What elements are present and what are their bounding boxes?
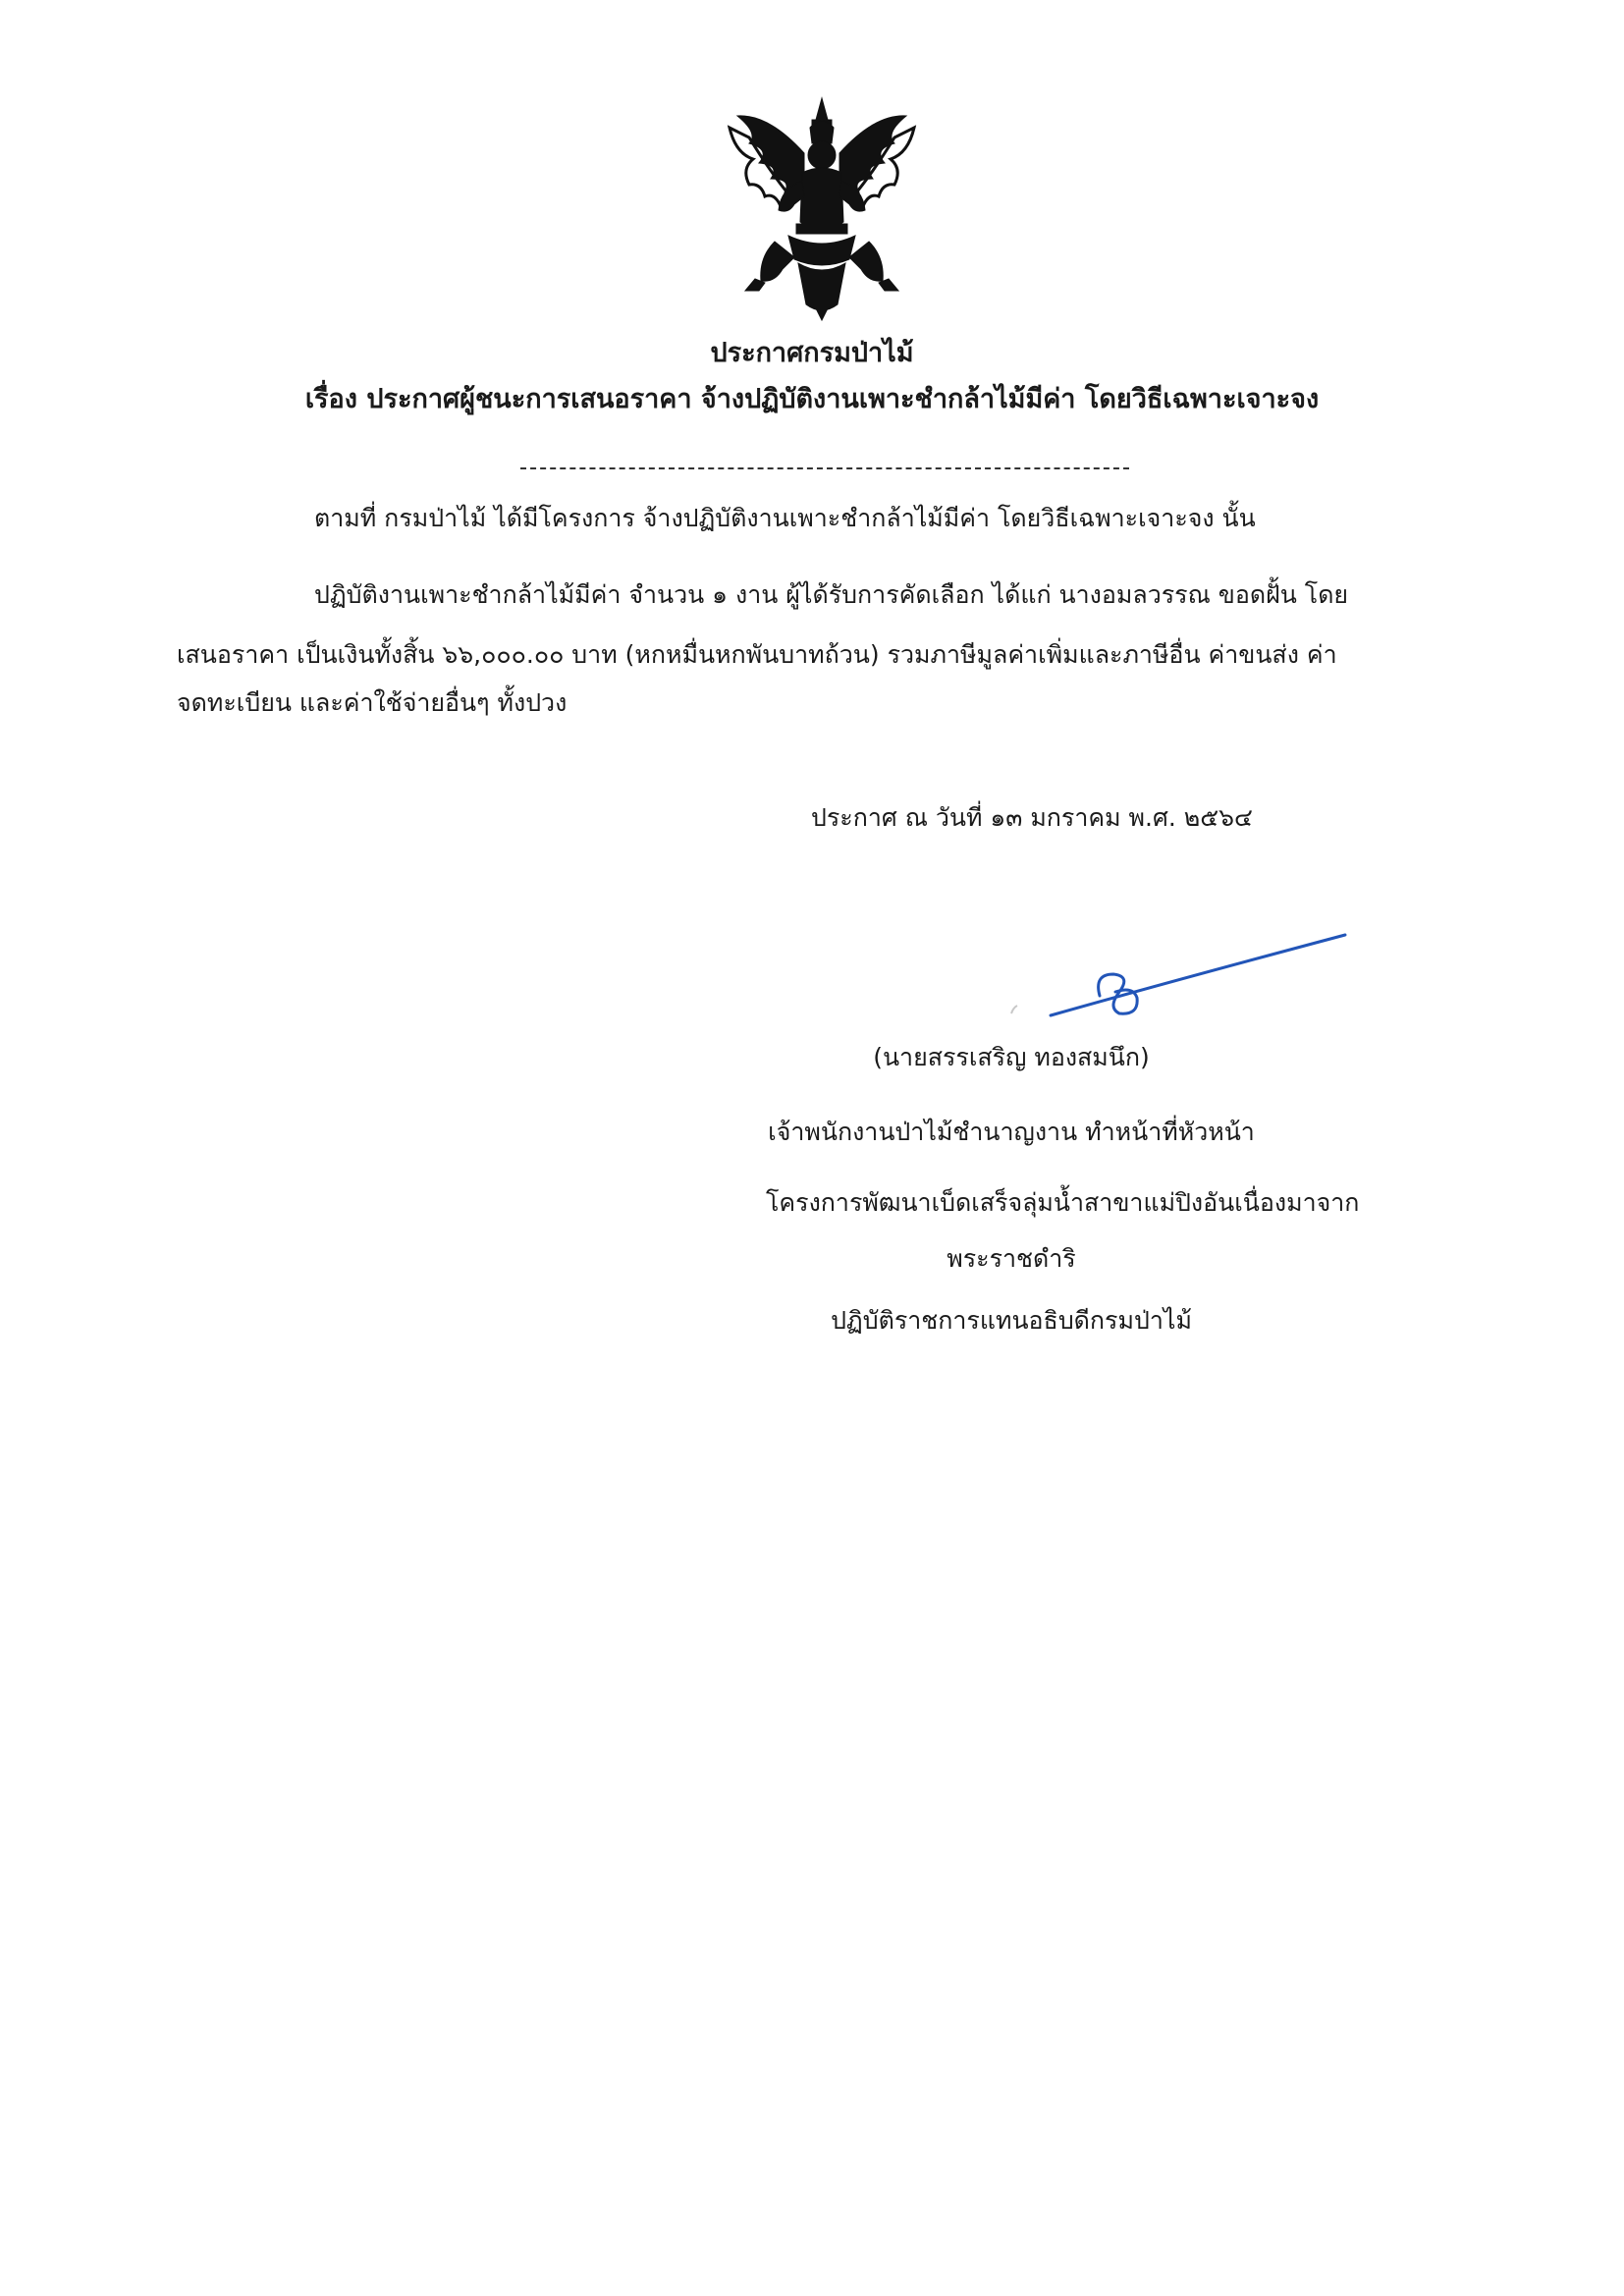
body-paragraph-line: ปฏิบัติงานเพาะชำกล้าไม้มีค่า จำนวน ๑ งาน ผู้ได้รับการคัดเลือก ได้แก่ นางอมลวรรณ ขอดฝั้น โดย <box>314 580 1349 609</box>
document-subject: เรื่อง ประกาศผู้ชนะการเสนอราคา จ้างปฏิบัติงานเพาะชำกล้าไม้มีค่า โดยวิธีเฉพาะเจาะจง <box>304 384 1320 414</box>
document-title: ประกาศกรมป่าไม้ <box>710 338 914 368</box>
signatory-position: เจ้าพนักงานป่าไม้ชำนาญงาน ทำหน้าที่หัวหน้า <box>768 1118 1255 1146</box>
garuda-emblem-icon <box>720 94 924 322</box>
body-paragraph-line: เสนอราคา เป็นเงินทั้งสิ้น ๖๖,๐๐๐.๐๐ บาท (หกหมื่นหกพันบาทถ้วน) รวมภาษีมูลค่าเพิ่มและภาษีอื่น ค่าขนส่ง ค่า <box>177 640 1337 669</box>
body-paragraph-line: จดทะเบียน และค่าใช้จ่ายอื่นๆ ทั้งปวง <box>177 688 568 717</box>
signatory-position: ปฏิบัติราชการแทนอธิบดีกรมป่าไม้ <box>831 1306 1192 1335</box>
signatory-position: พระราชดำริ <box>947 1244 1076 1273</box>
signatory-name: (นายสรรเสริญ ทองสมนึก) <box>873 1043 1150 1071</box>
handwritten-signature <box>992 913 1365 1031</box>
signatory-position: โครงการพัฒนาเบ็ดเสร็จลุ่มน้ำสาขาแม่ปิงอันเนื่องมาจาก <box>766 1188 1360 1217</box>
divider-line <box>520 467 1129 469</box>
body-paragraph-line: ตามที่ กรมป่าไม้ ได้มีโครงการ จ้างปฏิบัติงานเพาะชำกล้าไม้มีค่า โดยวิธีเฉพาะเจาะจง นั้น <box>314 504 1256 532</box>
announcement-date: ประกาศ ณ วันที่ ๑๓ มกราคม พ.ศ. ๒๕๖๔ <box>811 803 1253 832</box>
